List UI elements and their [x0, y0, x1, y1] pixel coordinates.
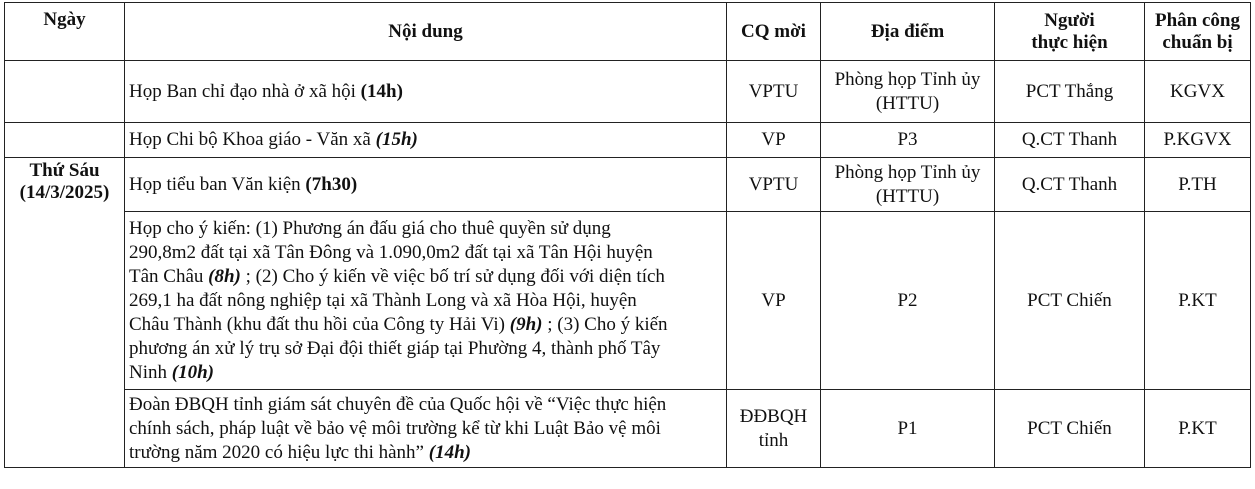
prep-cell: P.TH: [1145, 158, 1251, 212]
place-line1: Phòng họp Tỉnh ủy: [834, 68, 981, 90]
content-cell: [125, 123, 727, 158]
prep-cell: P.KT: [1145, 390, 1251, 468]
content-line: 269,1 ha đất nông nghiệp tại xã Thành Long và xã Hòa Hội, huyện: [129, 289, 637, 311]
content-line: [129, 441, 722, 465]
day-cell: [5, 158, 125, 468]
content-text: trường năm 2020 có hiệu lực thi hành”: [129, 441, 429, 463]
header-person-line1: Người: [1044, 9, 1095, 31]
org-cell: VP: [727, 212, 821, 390]
org-line2: tỉnh: [758, 429, 789, 451]
person-cell: Q.CT Thanh: [995, 158, 1145, 212]
schedule-document: [4, 2, 1251, 468]
place-cell: P2: [821, 212, 995, 390]
time-label: (15h): [375, 129, 418, 150]
place-cell: [821, 61, 995, 123]
org-cell: VPTU: [727, 158, 821, 212]
table-row: [5, 158, 1251, 212]
place-line1: Phòng họp Tỉnh ủy: [834, 161, 981, 183]
content-text: Họp Chi bộ Khoa giáo - Văn xã: [129, 129, 376, 150]
content-line: 290,8m2 đất tại xã Tân Đông và 1.090,0m2 đất tại xã Tân Hội huyện: [129, 241, 653, 263]
time-label: (7h30): [305, 173, 358, 195]
org-cell: VPTU: [727, 61, 821, 123]
day-cell-empty: [5, 123, 125, 158]
table-row: [5, 390, 1251, 468]
header-prep-line1: Phân công: [1155, 9, 1240, 31]
table-row: [5, 123, 1251, 158]
content-text: Họp tiểu ban Văn kiện: [129, 173, 306, 195]
prep-cell: P.KGVX: [1145, 123, 1251, 158]
content-line: Họp cho ý kiến: (1) Phương án đấu giá cho thuê quyền sử dụng: [129, 217, 611, 239]
day-name: Thứ Sáu: [29, 160, 100, 181]
org-cell: VP: [727, 123, 821, 158]
content-text: ; (2) Cho ý kiến về việc bố trí sử dụng đối với diện tích: [240, 265, 665, 287]
content-text: Ninh: [129, 361, 172, 383]
person-cell: PCT Chiến: [995, 390, 1145, 468]
person-cell: PCT Thắng: [995, 61, 1145, 123]
content-line: phương án xử lý trụ sở Đại đội thiết giáp tại Phường 4, thành phố Tây: [129, 337, 661, 359]
content-text: ; (3) Cho ý kiến: [542, 313, 668, 335]
place-line2: (HTTU): [875, 185, 940, 207]
place-cell: [821, 158, 995, 212]
content-line: [129, 361, 722, 385]
header-prep: [1145, 3, 1251, 61]
time-label: (8h): [208, 265, 241, 287]
time-label: (10h): [171, 361, 214, 383]
content-cell: [125, 390, 727, 468]
header-person-line2: thực hiện: [1031, 31, 1108, 53]
content-line: chính sách, pháp luật về bảo vệ môi trường kể từ khi Luật Bảo vệ môi: [129, 417, 661, 439]
place-line2: (HTTU): [875, 92, 940, 114]
content-text: Châu Thành (khu đất thu hồi của Công ty Hải Vi): [129, 313, 510, 335]
header-place: Địa điểm: [821, 3, 995, 61]
day-cell-empty: [5, 61, 125, 123]
prep-cell: KGVX: [1145, 61, 1251, 123]
header-prep-line2: chuẩn bị: [1162, 31, 1233, 53]
org-line1: ĐĐBQH: [739, 405, 808, 427]
header-content: Nội dung: [125, 3, 727, 61]
content-cell: [125, 212, 727, 390]
content-text: Tân Châu: [129, 265, 209, 287]
table-row: [5, 61, 1251, 123]
header-org: CQ mời: [727, 3, 821, 61]
header-person: [995, 3, 1145, 61]
content-line: [129, 265, 722, 289]
schedule-table: [4, 2, 1251, 468]
time-label: (14h): [360, 80, 403, 102]
org-cell: [727, 390, 821, 468]
place-cell: P1: [821, 390, 995, 468]
content-cell: [125, 61, 727, 123]
prep-cell: P.KT: [1145, 212, 1251, 390]
content-line: Đoàn ĐBQH tỉnh giám sát chuyên đề của Quốc hội về “Việc thực hiện: [129, 393, 667, 415]
person-cell: Q.CT Thanh: [995, 123, 1145, 158]
person-cell: PCT Chiến: [995, 212, 1145, 390]
content-cell: [125, 158, 727, 212]
header-day: Ngày: [5, 3, 125, 61]
time-label: (9h): [509, 313, 543, 335]
content-line: [129, 313, 722, 337]
place-cell: P3: [821, 123, 995, 158]
content-text: Họp Ban chỉ đạo nhà ở xã hội: [129, 80, 361, 102]
day-date: (14/3/2025): [19, 182, 110, 203]
header-row: [5, 3, 1251, 61]
time-label: (14h): [428, 441, 471, 463]
table-row: [5, 212, 1251, 390]
